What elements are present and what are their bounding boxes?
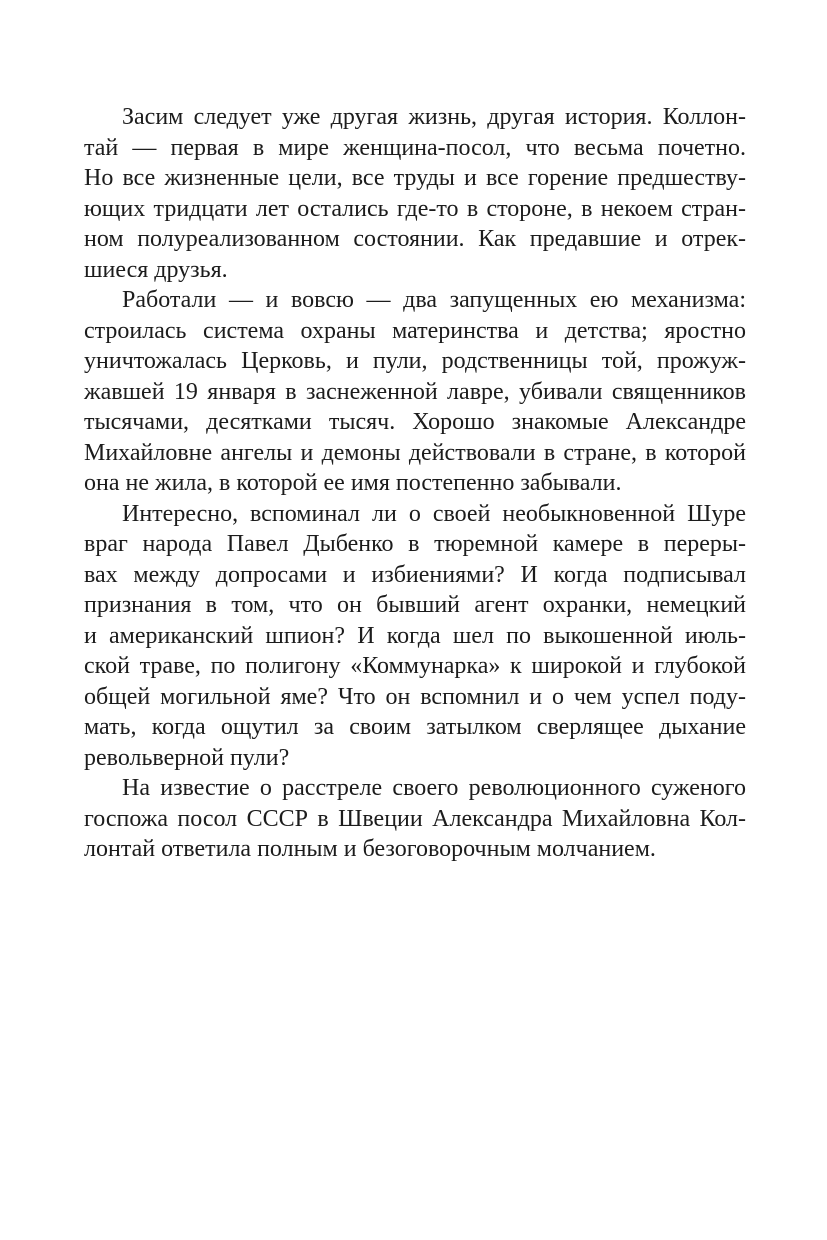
text-line: строилась система охраны материнства и детства; яростно	[84, 317, 746, 344]
text-line: лонтай ответила полным и безоговорочным молчанием.	[84, 836, 656, 862]
text-line: тысячами, десятками тысяч. Хорошо знакомые Александре	[84, 409, 746, 435]
text-line: Но все жизненные цели, все труды и все горение предшеству-	[84, 165, 746, 191]
text-line: она не жила, в которой ее имя постепенно забывали.	[84, 470, 622, 496]
text-line: и американский шпион? И когда шел по выкошенной июль-	[84, 622, 746, 649]
paragraph	[84, 499, 746, 774]
paragraph	[84, 285, 746, 499]
text-line: вах между допросами и избиениями? И когда подписывал	[84, 561, 746, 588]
text-line: Михайловне ангелы и демоны действовали в стране, в которой	[84, 439, 746, 466]
text-line: жавшей 19 января в заснеженной лавре, убивали священников	[84, 378, 746, 405]
paragraph	[84, 773, 746, 865]
text-line: мать, когда ощутил за своим затылком сверлящее дыхание	[84, 714, 746, 740]
text-block	[84, 102, 746, 865]
text-line: Работали — и вовсю — два запущенных ею механизма:	[122, 287, 746, 313]
text-line: общей могильной яме? Что он вспомнил и о чем успел поду-	[84, 683, 746, 710]
text-line: Интересно, вспоминал ли о своей необыкновенной Шуре	[122, 500, 746, 527]
text-line: шиеся друзья.	[84, 256, 228, 283]
text-line: уничтожалась Церковь, и пули, родственницы той, прожуж-	[84, 348, 746, 374]
text-line: тай — первая в мире женщина-посол, что весьма почетно.	[84, 134, 746, 161]
text-line: револьверной пули?	[84, 744, 290, 771]
text-line: Засим следует уже другая жизнь, другая история. Коллон-	[122, 104, 746, 130]
text-line: госпожа посол СССР в Швеции Александра Михайловна Кол-	[84, 805, 746, 832]
text-line: ном полуреализованном состоянии. Как предавшие и отрек-	[84, 226, 746, 252]
paragraph	[84, 102, 746, 285]
text-line: На известие о расстреле своего революционного суженого	[122, 775, 746, 801]
text-line: враг народа Павел Дыбенко в тюремной камере в переры-	[84, 531, 746, 557]
text-line: признания в том, что он бывший агент охранки, немецкий	[84, 592, 746, 618]
text-line: ющих тридцати лет остались где-то в стороне, в некоем стран-	[84, 195, 746, 222]
text-line: ской траве, по полигону «Коммунарка» к широкой и глубокой	[84, 653, 746, 679]
